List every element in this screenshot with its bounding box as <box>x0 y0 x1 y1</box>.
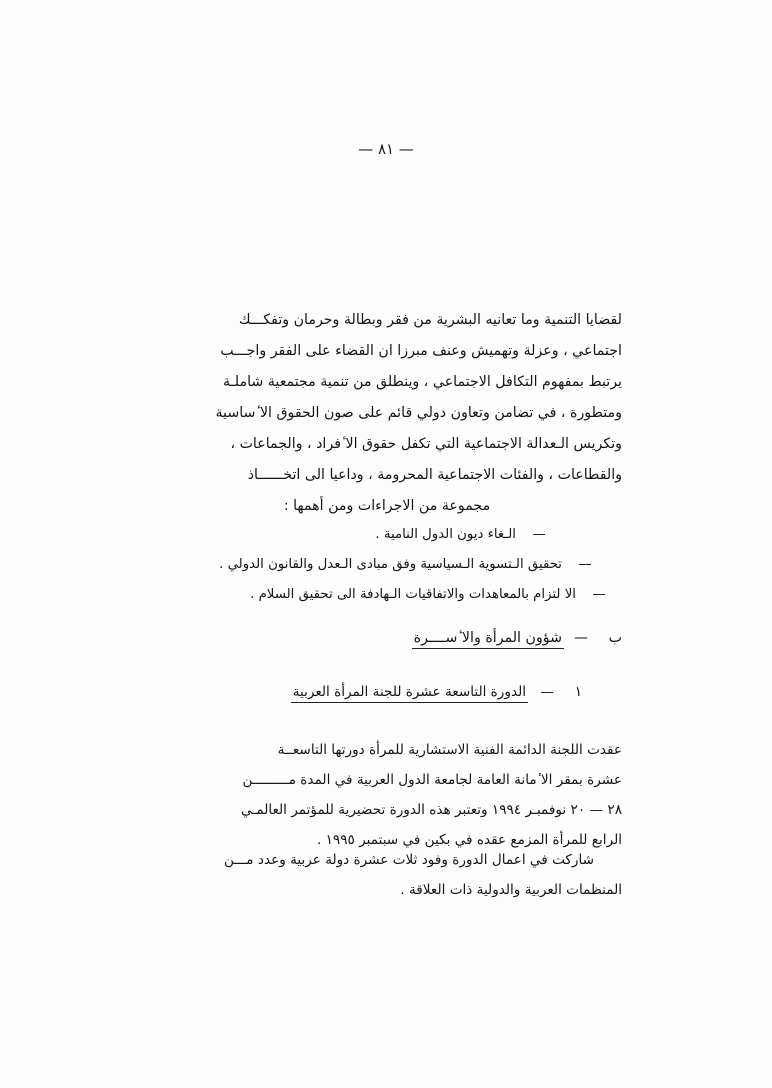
paragraph-2-line: ٢٨ — ٢٠ نوفمبـر ١٩٩٤ وتعتبر هذه الدورة تحضيرية للمؤتمر العالمـي <box>241 802 622 818</box>
paragraph-1-line: والقطاعات ، والفئات الاجتماعية المحرومة ، وداعيا الى اتخــــــاذ <box>247 467 622 483</box>
paragraph-2-line: عقدت اللجنة الدائمة الفنية الاستشارية للمرأة دورتها التاسعــة <box>277 742 622 758</box>
paragraph-1-line: مجموعة من الاجراءات ومن أهمها : <box>283 498 491 514</box>
bullet-list <box>152 520 622 610</box>
paragraph-2-line: عشرة بمقر الا ٔمانة العامة لجامعة الدول العربية في المدة مـــــــــن <box>242 772 622 788</box>
page-number: — ٨١ — <box>358 140 414 158</box>
list-item <box>152 520 622 550</box>
paragraph-1-line: ومتطورة ، في تضامن وتعاون دولي قائم على صون الحقوق الا ٔساسية <box>215 405 622 421</box>
paragraph-3 <box>152 845 622 905</box>
paragraph-1 <box>152 305 622 522</box>
dash-bullet-icon: — <box>532 527 546 542</box>
section-title: شؤون المرأة والا ٔســــرة <box>412 630 564 649</box>
paragraph-1-line: يرتبط بمفهوم التكافل الاجتماعي ، وينطلق من تنمية مجتمعية شاملـة <box>223 374 622 390</box>
subsection-dash: — <box>540 684 554 700</box>
list-item-label: الـغاء ديون الدول النامية . <box>375 527 516 542</box>
list-item <box>152 550 622 580</box>
dash-bullet-icon: — <box>578 557 592 572</box>
section-marker: ب <box>608 630 622 646</box>
dash-bullet-icon: — <box>592 587 606 602</box>
paragraph-2-line: الرابع للمرأة المزمع عقده في بكين في سبتمبر ١٩٩٥ . <box>316 832 622 848</box>
list-item-label: تحقيق الـتسوية الـسياسية وفق مبادى الـعدل والقانون الدولي . <box>219 557 562 572</box>
subsection-marker: ١ <box>574 684 582 700</box>
paragraph-1-line: اجتماعي ، وعزلة وتهميش وعنف مبرزا ان القضاء على الفقر واجـــب <box>220 343 622 359</box>
paragraph-3-line: شاركت في اعمال الدورة وفود ثلات عشرة دولة عربية وعدد مـــن <box>224 852 594 868</box>
list-item <box>152 580 622 610</box>
paragraph-3-line: المنظمات العربية والدولية ذات العلاقة . <box>400 882 622 898</box>
list-item-label: الا لتزام بالمعاهدات والاتفاقيات الـهادفة الى تحقيق السلام . <box>250 587 576 602</box>
section-heading-1 <box>152 684 582 703</box>
paragraph-1-line: وتكريس الـعدالة الاجتماعية التي تكفل حقوق الا ٔفراد ، والجماعات ، <box>230 436 622 452</box>
section-dash: — <box>573 630 588 646</box>
section-heading-b <box>152 630 622 649</box>
subsection-title: الدورة التاسعة عشرة للجنة المرأة العربية <box>291 684 528 703</box>
paragraph-1-line: لقضايا التنمية وما تعانيه البشرية من فقر وبطالة وحرمان وتفكـــك <box>238 312 622 328</box>
paragraph-2 <box>152 735 622 855</box>
